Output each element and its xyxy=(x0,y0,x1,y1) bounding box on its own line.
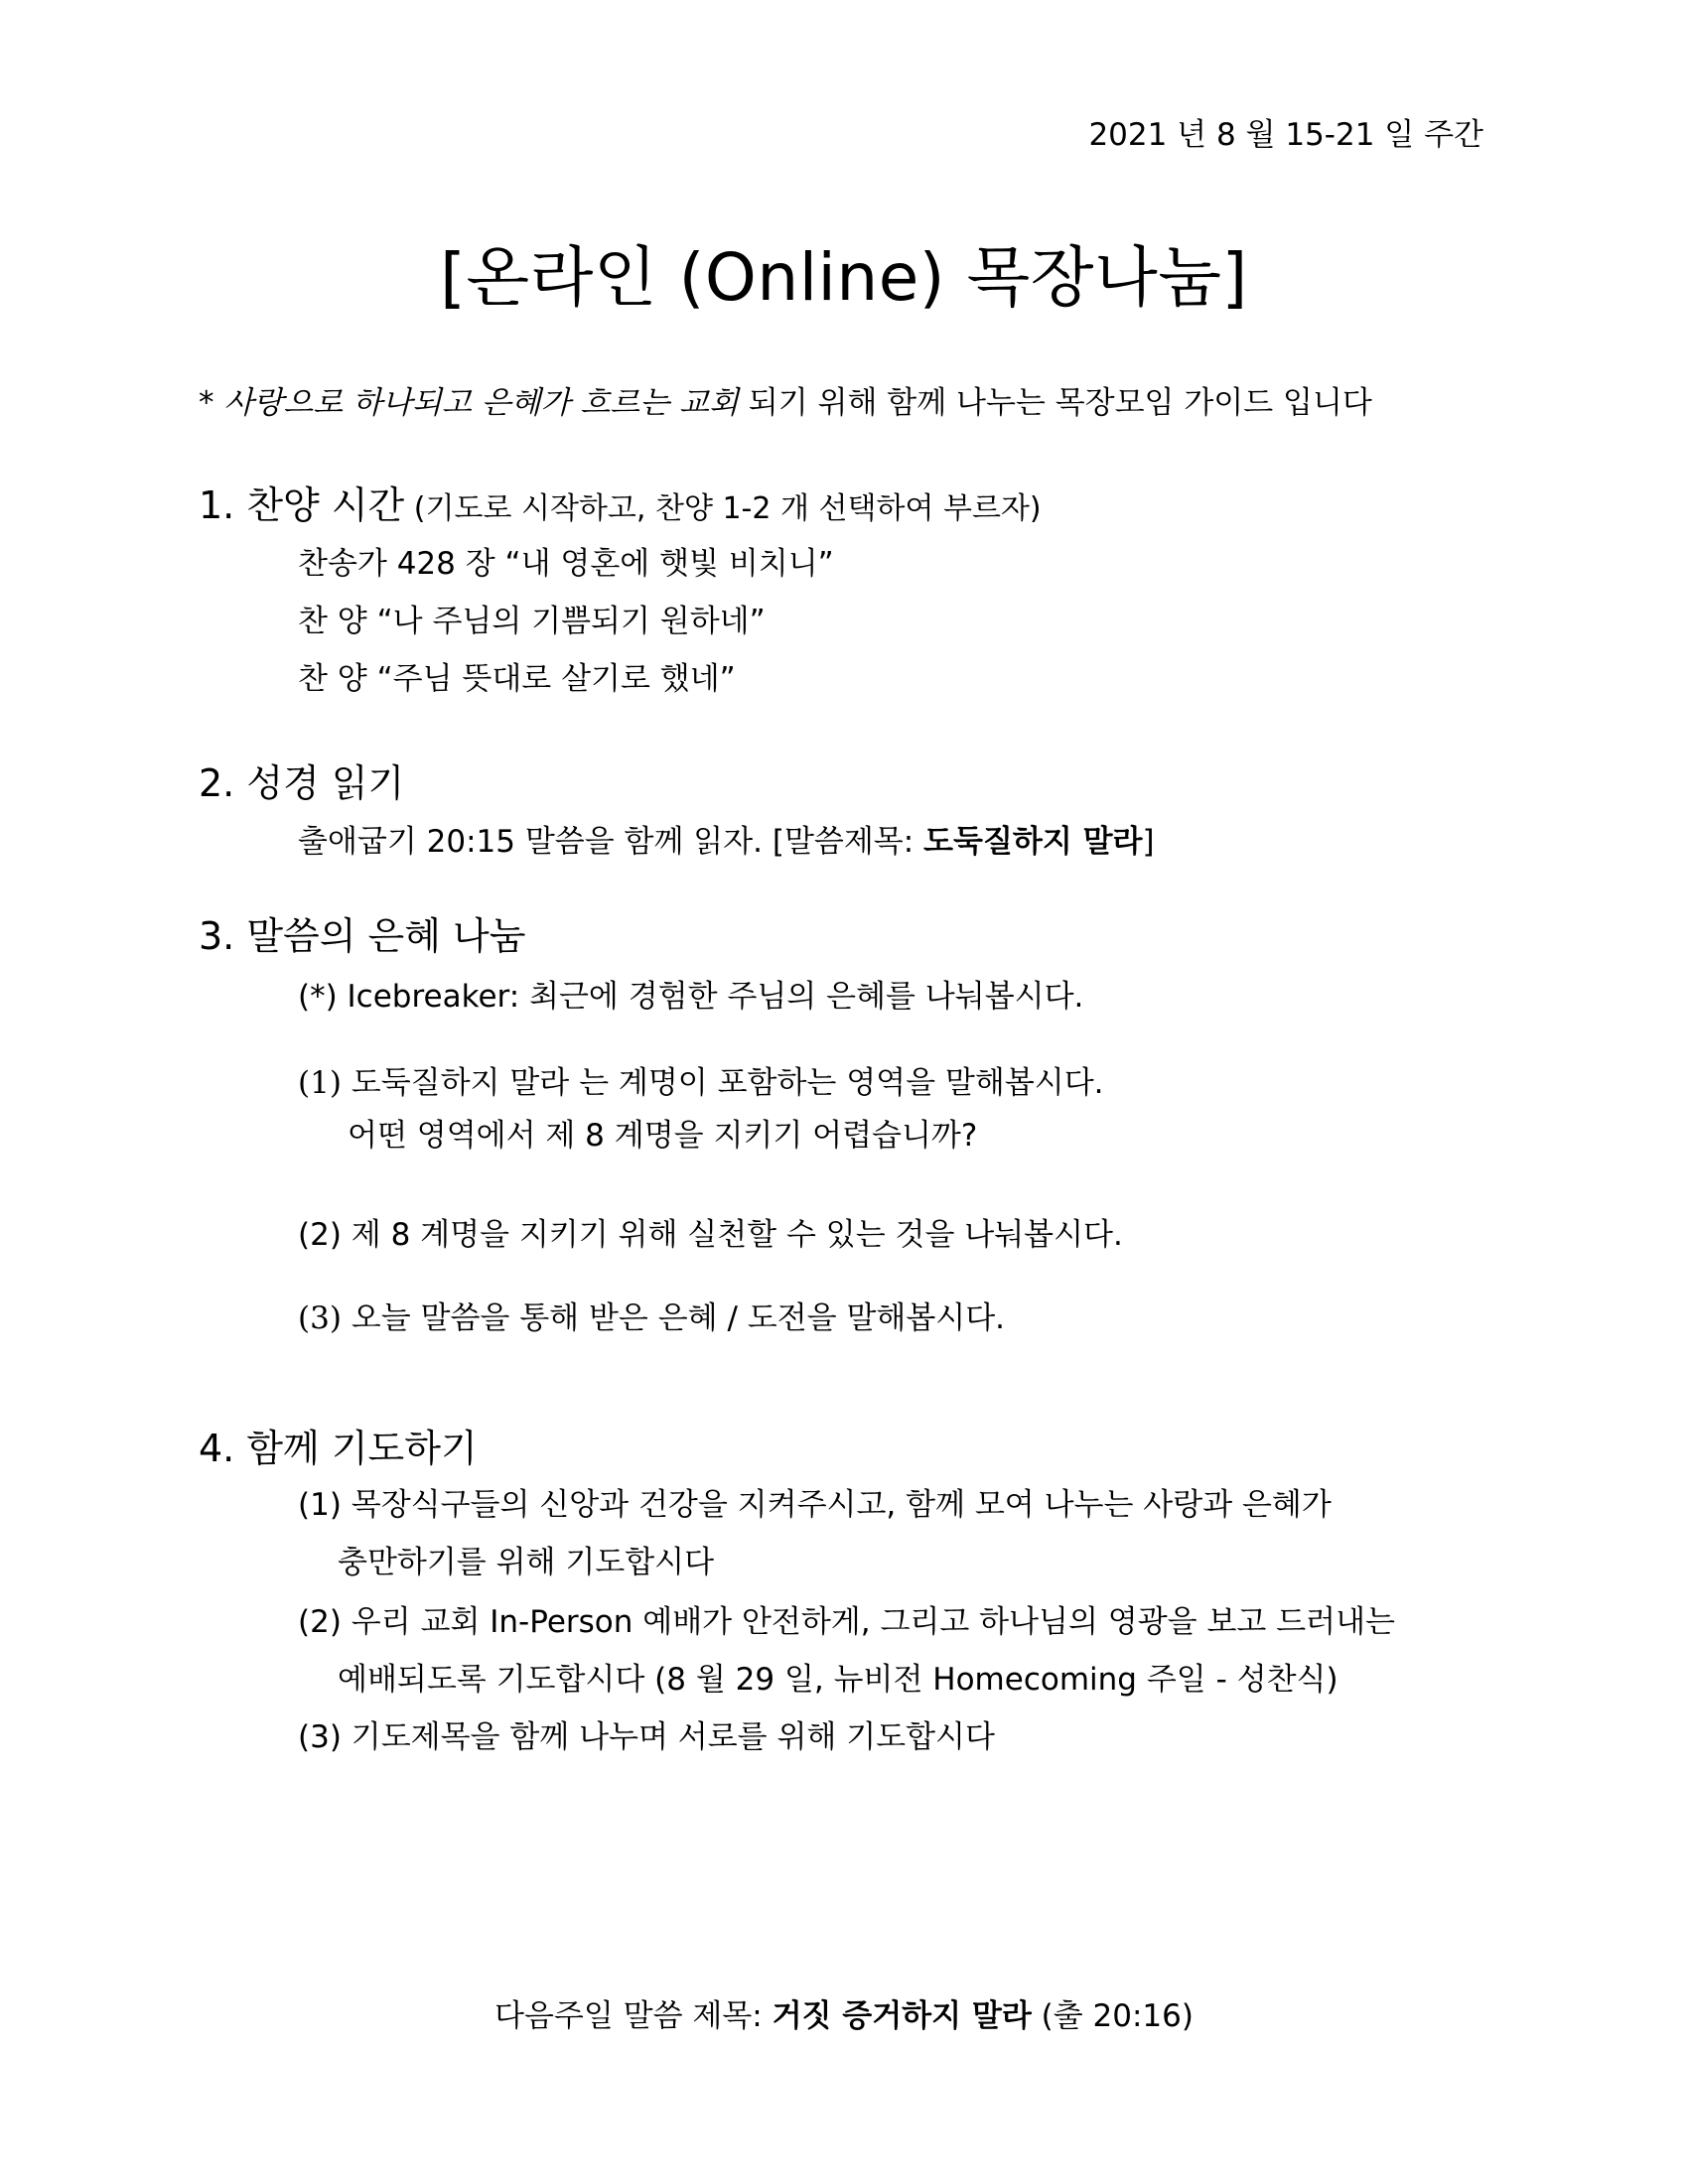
icebreaker-question: (*) Icebreaker: 최근에 경험한 주님의 은혜를 나눠봅시다. xyxy=(298,979,1084,1015)
intro-church-motto: 사랑으로 하나되고 은혜가 흐르는 교회 xyxy=(223,385,739,421)
question-3 xyxy=(298,1293,1005,1337)
next-sermon-line xyxy=(0,1990,1688,2035)
date-range: 2021 년 8 월 15-21 일 주간 xyxy=(1088,117,1483,153)
scripture-line xyxy=(298,816,1155,861)
section-1-subtitle: (기도로 시작하고, 찬양 1-2 개 선택하여 부르자) xyxy=(404,491,1042,526)
question-3-number: (3) xyxy=(298,1300,342,1336)
question-2: (2) 제 8 계명을 지키기 위해 실천할 수 있는 것을 나눠봅시다. xyxy=(298,1217,1123,1253)
section-1-heading xyxy=(199,475,1042,529)
section-4-heading: 4. 함께 기도하기 xyxy=(199,1427,478,1470)
hymn-item-1: 찬송가 428 장 “내 영혼에 햇빛 비치니” xyxy=(298,546,834,582)
prayer-1-line-1: (1) 목장식구들의 신앙과 건강을 지켜주시고, 함께 모여 나누는 사랑과 은혜가 xyxy=(298,1487,1332,1523)
prayer-2-line-2: 예배되도록 기도합시다 (8 월 29 일, 뉴비전 Homecoming 주일 - 성찬식) xyxy=(338,1662,1338,1698)
page-title: [온라인 (Online) 목장나눔] xyxy=(440,239,1248,316)
question-3-text: 오늘 말씀을 통해 받은 은혜 / 도전을 말해봅시다. xyxy=(341,1300,1006,1336)
sermon-title: 도둑질하지 말라 xyxy=(923,824,1143,860)
intro-rest: 되기 위해 함께 나누는 목장모임 가이드 입니다 xyxy=(738,385,1372,421)
intro-line xyxy=(199,377,1372,422)
section-1-title: 1. 찬양 시간 xyxy=(199,483,405,527)
section-3-heading: 3. 말씀의 은혜 나눔 xyxy=(199,914,526,958)
hymn-item-2: 찬 양 “나 주님의 기쁨되기 원하네” xyxy=(298,604,766,639)
next-sermon-title: 거짓 증거하지 말라 xyxy=(772,1998,1032,2034)
intro-prefix: * xyxy=(199,385,224,421)
next-sermon-label: 다음주일 말씀 제목: xyxy=(494,1998,773,2034)
question-1-line-2: 어떤 영역에서 제 8 계명을 지키기 어렵습니까? xyxy=(348,1118,978,1154)
section-2-heading: 2. 성경 읽기 xyxy=(199,761,405,805)
scripture-text: 출애굽기 20:15 말씀을 함께 읽자. [말씀제목: xyxy=(298,824,924,860)
question-1-number: (1) xyxy=(298,1065,342,1101)
prayer-3: (3) 기도제목을 함께 나누며 서로를 위해 기도합시다 xyxy=(298,1719,995,1755)
question-1-text: 도둑질하지 말라 는 계명이 포함하는 영역을 말해봅시다. xyxy=(341,1065,1104,1101)
question-1 xyxy=(298,1057,1104,1102)
scripture-close-bracket: ] xyxy=(1142,824,1155,860)
hymn-item-3: 찬 양 “주님 뜻대로 살기로 했네” xyxy=(298,661,736,697)
next-sermon-reference: (출 20:16) xyxy=(1031,1998,1194,2034)
prayer-2-line-1: (2) 우리 교회 In-Person 예배가 안전하게, 그리고 하나님의 영광을 보고 드러내는 xyxy=(298,1604,1395,1640)
prayer-1-line-2: 충만하기를 위해 기도합시다 xyxy=(338,1545,715,1580)
